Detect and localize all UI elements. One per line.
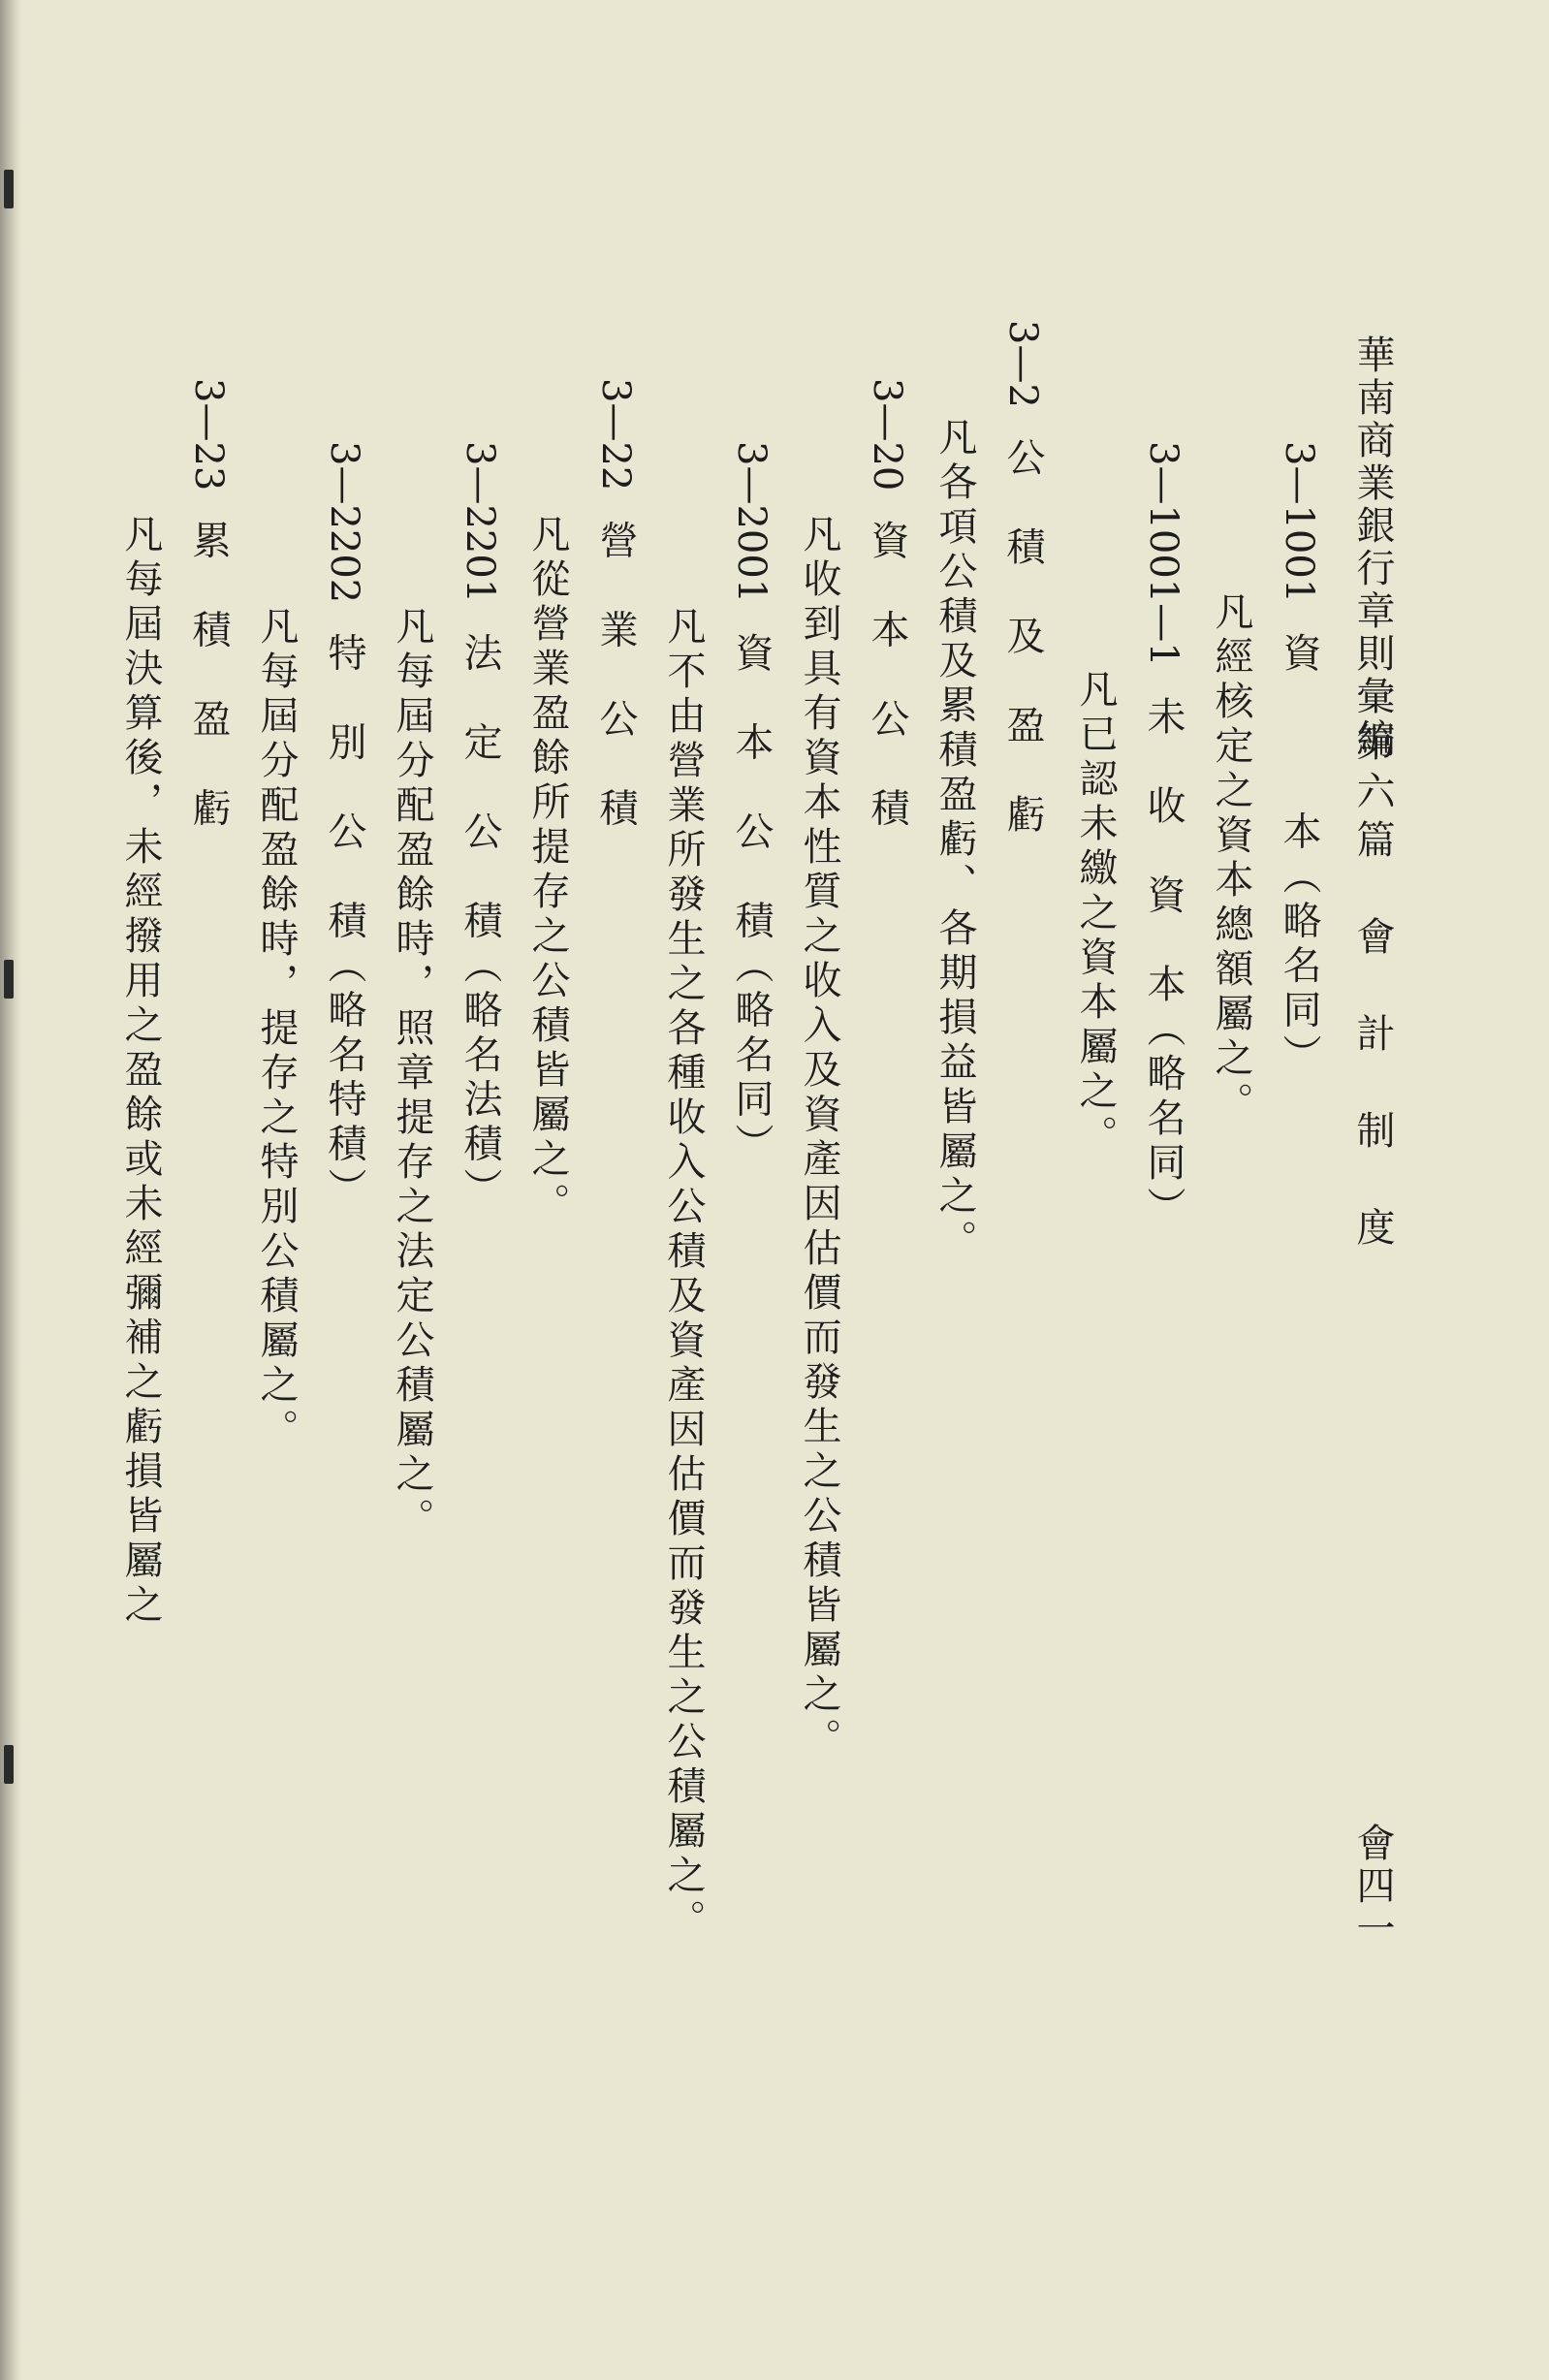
account-code: 3—1001—1	[1141, 441, 1185, 667]
account-description: 凡每屆決算後，未經撥用之盈餘或未經彌補之虧損皆屬之	[118, 514, 163, 1629]
account-code: 3—2201	[458, 441, 502, 604]
account-title: 未 收 資 本（略名同）	[1141, 695, 1185, 1231]
binding-staple-mark	[4, 1745, 14, 1784]
binding-staple-mark	[4, 960, 14, 999]
account-entry-heading	[593, 378, 638, 833]
account-entry-heading	[1277, 441, 1321, 1079]
page-binding-edge	[0, 0, 21, 2380]
account-entry-heading	[865, 378, 909, 833]
account-title: 特 別 公 積（略名特積）	[322, 632, 366, 1213]
account-description: 凡每屆分配盈餘時，照章提存之法定公積屬之。	[390, 606, 434, 1542]
account-entry-heading	[458, 441, 502, 1213]
account-code: 3—1001	[1277, 441, 1321, 604]
account-code: 3—2	[1000, 320, 1045, 408]
account-code: 3—20	[865, 378, 909, 492]
account-entry-heading	[322, 441, 366, 1213]
account-code: 3—22	[593, 378, 638, 492]
account-title: 公 積 及 盈 虧	[1000, 436, 1045, 839]
account-code: 3—2001	[729, 441, 774, 604]
account-title: 法 定 公 積（略名法積）	[458, 632, 502, 1213]
account-title: 資 本 公 積	[865, 520, 909, 833]
account-code: 3—23	[186, 378, 231, 492]
account-entry-heading	[729, 441, 774, 1168]
account-entry-heading	[1000, 320, 1045, 839]
page-number: 會四一	[1350, 1823, 1395, 1951]
account-title: 資 本（略名同）	[1277, 632, 1321, 1079]
account-title: 營 業 公 積	[593, 520, 638, 833]
account-description: 凡從營業盈餘所提存之公積皆屬之。	[525, 514, 570, 1227]
account-entry-heading	[1141, 441, 1185, 1231]
account-description: 凡已認未繳之資本屬之。	[1073, 669, 1118, 1159]
account-title: 資 本 公 積（略名同）	[729, 632, 774, 1168]
binding-staple-mark	[4, 170, 14, 208]
account-title: 累 積 盈 虧	[186, 520, 231, 833]
account-description: 凡不由營業所發生之各種收入公積及資產因估價而發生之公積屬之。	[661, 606, 706, 1944]
account-description: 凡每屆分配盈餘時，提存之特別公積屬之。	[254, 606, 299, 1453]
account-description: 凡收到具有資本性質之收入及資產因估價而發生之公積皆屬之。	[797, 514, 841, 1762]
account-entry-heading	[186, 378, 231, 833]
account-description: 凡經核定之資本總額屬之。	[1209, 591, 1253, 1127]
book-title: 華南商業銀行章則彙編	[1350, 334, 1395, 761]
account-description: 凡各項公積及累積盈虧、各期損益皆屬之。	[933, 417, 977, 1264]
part-title: 第六篇 會 計 制 度	[1350, 722, 1395, 1255]
account-code: 3—2202	[322, 441, 366, 604]
